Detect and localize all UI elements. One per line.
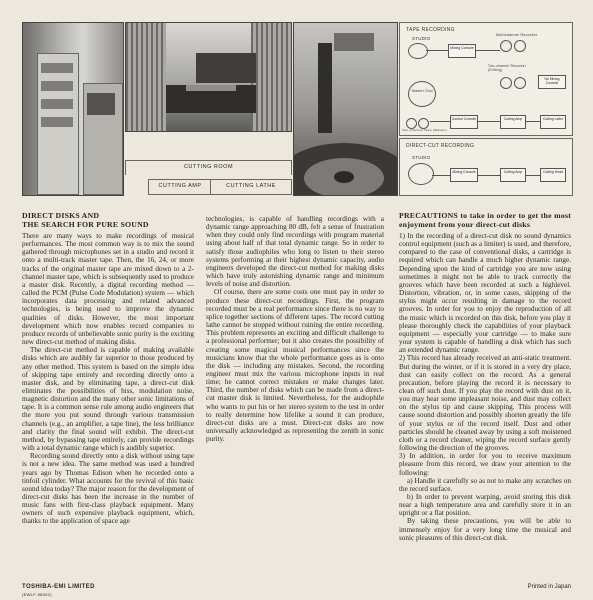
tape-two-channel-tape-label: Two-channel Tape (Master) (402, 128, 447, 132)
precaution-item: a) Handle it carefully so as not to make any scratches on the record surface. (399, 476, 571, 493)
direct-cut-diagram (399, 138, 573, 196)
precaution-item: By taking these precautions, you will be able to immensely enjoy for a very long time the musical and sonic pleasures of this direct-cut disk. (399, 517, 571, 542)
tape-line-1 (426, 50, 448, 51)
company-name: TOSHIBA-EMI LIMITED (22, 584, 95, 590)
tape-line-4 (478, 121, 500, 122)
tape-control-console-box: Control Console (450, 115, 478, 129)
article-paragraph: Of course, there are some costs one must pay in order to produce these direct-cut recordings. First, the program recorded must be a real performance since there is no way to splice together sections of different tapes. The record cutting lathe cannot be stopped without ruining the entire recording. This problem represents an exciting and difficult challenge to a professional performer; but it also creates the possibility of creating some magical musical performances since the musicians know that the whole performance goes as is onto the disk — including any mistakes. Second, the recording engineer must mix the various microphone inputs in real time; he cannot correct mistakes or make changes later. Third, the number of disks which can be made from a direct-cut master disk is limited. Nevertheless, for the audiophile who wants to put his or her stereo system to the test in order to really determine how lifelike a sound it can produce, direct-cut disks are a must. Direct-cut disks are now universally acknowledged as representing the zenith in sonic purity. (206, 288, 384, 444)
direct-studio-circle (408, 163, 434, 185)
cutting-amp-caption-text: CUTTING AMP (158, 183, 202, 189)
tape-two-channel-reel-a (500, 77, 512, 89)
precaution-item: 1) In the recording of a direct-cut disk no sound dynamics control equipment (such as a limiter) is used, and therefore, compared to the case of conventional disks, a cartridge is required which can handle a much higher dynamic range. Depending upon the kind of cartridge you are now using sometimes it might not be able to track correctly the grooves which have been recorded at such a highlevel. Distortion, vibration, or, in some cases, skipping of the stylus might occur resulting in damage to the record grooves. In order for you to enjoy the reproduction of all the music which is recorded on this disk, before you play it please thoroughly check the capabilities of your playback equipment — especially your cartridge — to make sure your system is capable of handling a disk which has such an extended dynamic range. (399, 232, 571, 355)
tape-multichannel-reel-a (500, 40, 512, 52)
cutting-room-photo (125, 22, 292, 132)
tape-multichannel-reel-b (514, 40, 526, 52)
tape-line-2 (476, 50, 500, 51)
tape-line-3 (430, 121, 450, 122)
catalog-code: (EWLF-98002) (22, 592, 52, 597)
printed-in: Printed in Japan (527, 584, 571, 590)
tape-no-mixing-console-box: No Mixing Console (538, 75, 566, 89)
article-column-2 (206, 215, 384, 443)
direct-cutting-head-box: Cutting Head (540, 168, 566, 182)
tape-mixing-console-box: Mixing Console (448, 44, 476, 58)
direct-mixing-console-box: Mixing Console (450, 168, 478, 182)
article-heading-line1: DIRECT DISKS AND (22, 211, 100, 220)
tape-two-channel-label: Two-channel Recorder (Editing) (488, 64, 527, 72)
tape-multichannel-label: Multichannel Recorder (496, 33, 538, 37)
article-heading (22, 211, 194, 229)
cutting-lathe-photo (293, 22, 398, 196)
cutting-lathe-caption-text: CUTTING LATHE (226, 183, 276, 189)
direct-line-2 (478, 175, 500, 176)
direct-studio-label: STUDIO (412, 155, 431, 160)
tape-two-channel-reel-b (514, 77, 526, 89)
article-column-1 (22, 211, 194, 526)
direct-cutting-amp-box: Cutting Amp (500, 168, 526, 182)
cutting-lathe-caption (210, 179, 292, 195)
precaution-item: b) In order to prevent warping, avoid storing this disk near a high temperature area and carefully store it in an upright or a flat position. (399, 493, 571, 518)
precautions-column (399, 211, 571, 542)
cutting-amp-caption (148, 179, 212, 195)
tape-cutting-lathe-box: Cutting Lathe (540, 115, 566, 129)
tape-recording-diagram (399, 22, 573, 136)
direct-cut-title: DIRECT-CUT RECORDING (406, 143, 475, 149)
direct-line-1 (432, 175, 450, 176)
article-paragraph: technologies, is capable of handling recordings with a dynamic range approaching 80 dB, felt a sense of frustration when they could only find recordings with program material using about half of that total dynamic range. So in order to satisfy those audiophiles who long to listen to their stereo systems performing at their highest dynamic capacity, audio engineers developed the direct-cut method for making disks which have truly astonishing dynamic range and minimum levels of noise and distortion. (206, 215, 384, 289)
cutting-room-caption (125, 160, 292, 175)
tape-studio-circle (408, 43, 428, 59)
article-paragraph: Recording sound directly onto a disk without using tape is not a new idea. The same method was used a hundred years ago by Thomas Edison when he recorded onto a tinfoil cylinder. What accounts for the revival of this basic sound idea today? The major reason for the development of direct-cut disks has been the increase in the number of music fans with first-class playback equipment. Many owners of such expensive playback equipment, which, thanks to the application of space age (22, 452, 194, 526)
cutting-amp-photo (22, 22, 124, 196)
article-paragraph: There are many ways to make recordings of musical performances. The most common way is to mix the sound gathered through microphones set in a studio and record it onto a multi-track master tape. Then, the 16, 24, or more tracks of the original master tape are mixed down to a 2-channel master tape, which is subsequently used to produce a master disk. Recently, a digital recording method — called the PCM (Pulse Code Modulation) system — which incorporates data processing and related advanced technologies, is being used to improve the dynamic qualities of disks. However, the most important development which now enables record companies to produce records of unbelievable sonic purity is the exciting new direct-cut method of making disks. (22, 232, 194, 347)
tape-cutting-amp-box: Cutting Amp (500, 115, 526, 129)
tape-recording-title: TAPE RECORDING (406, 27, 455, 33)
direct-line-3 (526, 175, 540, 176)
article-heading-line2: THE SEARCH FOR PURE SOUND (22, 220, 149, 229)
tape-line-5 (526, 121, 540, 122)
precaution-item: 3) In addition, in order for you to receive maximum pleasure from this record, we draw your attention to the following: (399, 452, 571, 477)
precautions-heading: PRECAUTIONS to take in order to get the most enjoyment from your direct-cut disks (399, 211, 571, 229)
tape-studio-label: STUDIO (412, 36, 431, 41)
precaution-item: 2) This record has already received an anti-static treatment. But during the winter, or if it is stored in a very dry place, dust can easily collect on the record. As a general precaution, before playing the record it is necessary to clean off such dust. If you play the record with dust on it, you may hear some unpleasant noise, and dust may collect on the stylus tip and cause skipping. This process will cause sound distortion and possibly shorten greatly the life of your stylus or of the record itself. Dust and other particles should be cleaned away by using a soft moistened cloth or a record cleaner, wiping the record surface gently following the direction of the grooves. (399, 354, 571, 453)
tape-master-disc-circle (408, 81, 436, 107)
tape-master-disc-label: Master Disc (412, 89, 434, 93)
article-paragraph: The direct-cut method is capable of making available disks which are audibly far superior to those produced by any other method. This system is based on the simple idea of skipping tape entirely and recording directly onto a master disk, and by eliminating tape, a direct-cut disk eliminates the possibilities of hiss, modulation noise, magnetic distortion and the many other sonic limitations of tape. It is a common sense rule among audio engineers that the more you put sound through various transmission channels (e.g., an amplifier, a tape line), the less brilliance and clarity the final sound will exhibit. The direct-cut method, by bypassing tape entirely, can provide recordings with a total dynamic range which is audibly superior. (22, 346, 194, 453)
cutting-room-caption-text: CUTTING ROOM (183, 164, 234, 170)
